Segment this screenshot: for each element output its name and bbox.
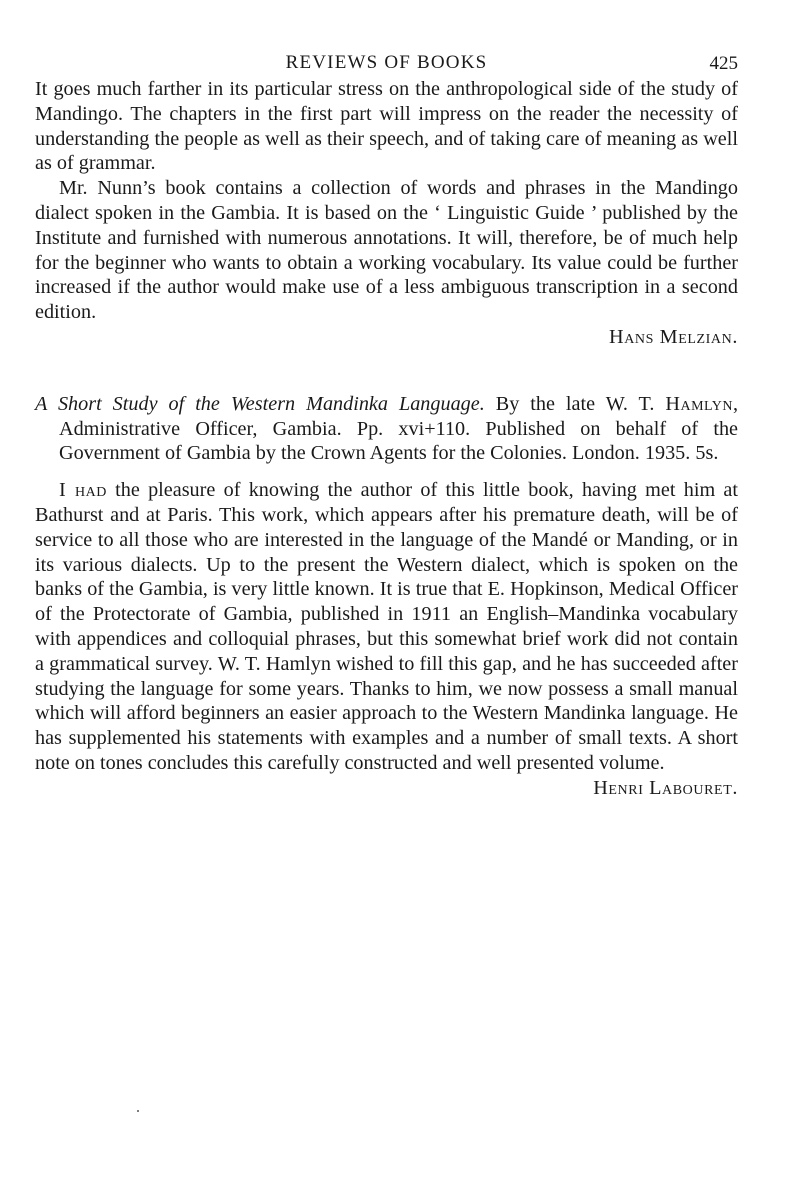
review-1-signature: Hans Melzian.: [609, 325, 738, 348]
book-author: Hamlyn: [665, 392, 733, 415]
print-speck: [137, 1110, 139, 1112]
book-heading: [35, 392, 738, 466]
running-head: [35, 52, 738, 78]
review-2-paragraph: [35, 478, 738, 776]
by-line: By the late W. T.: [484, 392, 666, 415]
page-number: 425: [709, 53, 738, 74]
book-title: A Short Study of the Western Mandinka Language.: [35, 392, 485, 415]
review-2-signature: Henri Labouret.: [593, 776, 738, 799]
review-1-paragraph-1: It goes much farther in its particular stress on the anthropological side of the study of Mandingo. The chapters in the first part will impress on the reader the necessity of understanding the people as well as their speech, and of taking care of meaning as well as of grammar.: [35, 78, 738, 175]
publication-details: , Administrative Officer, Gambia. Pp. xvi+110. Published on behalf of the Government of Gambia by the Crown Agents for the Colonies. London. 1935. 5s.: [59, 392, 738, 465]
opening-word: I had: [59, 479, 107, 502]
review-1-paragraph-2: Mr. Nunn’s book contains a collection of words and phrases in the Mandingo dialect spoken in the Gambia. It is based on the ‘ Linguistic Guide ’ published by the Institute and furnished with numerous annotations. It will, therefore, be of much help for the beginner who wants to obtain a working vocabulary. Its value could be further increased if the author would make use of a less ambiguous transcription in a second edition.: [35, 177, 738, 324]
review-2-body: the pleasure of knowing the author of this little book, having met him at Bathurst and at Paris. This work, which appears after his premature death, will be of service to all those who are interested in the language of the Mandé or Manding, or in its various dialects. Up to the present the Western dialect, which is spoken on the banks of the Gambia, is very little known. It is true that E. Hopkinson, Medical Officer of the Protectorate of Gambia, published in 1911 an English–Mandinka vocabulary with appendices and colloquial phrases, but this somewhat brief work did not contain a grammatical survey. W. T. Hamlyn wished to fill this gap, and he has succeeded after studying the language for some years. Thanks to him, we now possess a small manual which will afford beginners an easier approach to the Western Mandinka language. He has supplemented his statements with examples and a number of small texts. A short note on tones concludes this carefully constructed and well presented volume.: [35, 479, 738, 774]
text-column: [35, 77, 738, 801]
running-title: REVIEWS OF BOOKS: [285, 52, 488, 73]
